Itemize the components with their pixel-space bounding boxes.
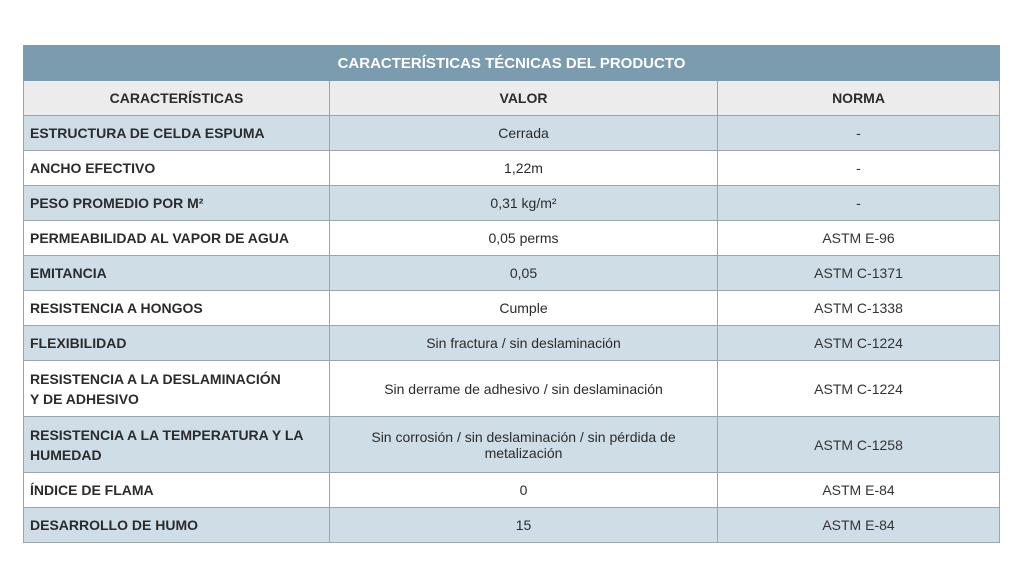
table-row xyxy=(24,186,1000,221)
row-standard: ASTM E-96 xyxy=(718,221,1000,256)
table-row xyxy=(24,221,1000,256)
table-row xyxy=(24,508,1000,543)
row-characteristic: EMITANCIA xyxy=(24,256,330,291)
column-header-norma: NORMA xyxy=(718,81,1000,116)
specs-table-container xyxy=(23,45,999,543)
row-value: 0,31 kg/m² xyxy=(330,186,718,221)
row-value: 15 xyxy=(330,508,718,543)
row-value: 0 xyxy=(330,473,718,508)
row-standard: - xyxy=(718,151,1000,186)
table-row xyxy=(24,417,1000,473)
row-standard: ASTM C-1224 xyxy=(718,361,1000,417)
row-value: 1,22m xyxy=(330,151,718,186)
row-standard: ASTM C-1371 xyxy=(718,256,1000,291)
specs-table xyxy=(23,45,1000,543)
row-standard: - xyxy=(718,186,1000,221)
row-characteristic: RESISTENCIA A LA DESLAMINACIÓN Y DE ADHESIVO xyxy=(24,361,330,417)
row-value: Cumple xyxy=(330,291,718,326)
row-standard: ASTM C-1338 xyxy=(718,291,1000,326)
table-header-row xyxy=(24,81,1000,116)
row-characteristic: FLEXIBILIDAD xyxy=(24,326,330,361)
table-title-row xyxy=(24,46,1000,81)
table-row xyxy=(24,473,1000,508)
table-title: CARACTERÍSTICAS TÉCNICAS DEL PRODUCTO xyxy=(24,46,1000,81)
row-characteristic: ÍNDICE DE FLAMA xyxy=(24,473,330,508)
row-value: 0,05 xyxy=(330,256,718,291)
table-row xyxy=(24,291,1000,326)
table-row xyxy=(24,361,1000,417)
row-value: 0,05 perms xyxy=(330,221,718,256)
row-value: Cerrada xyxy=(330,116,718,151)
row-characteristic: PERMEABILIDAD AL VAPOR DE AGUA xyxy=(24,221,330,256)
row-standard: ASTM E-84 xyxy=(718,473,1000,508)
row-value: Sin corrosión / sin deslaminación / sin pérdida de metalización xyxy=(330,417,718,473)
row-value: Sin derrame de adhesivo / sin deslaminación xyxy=(330,361,718,417)
row-characteristic: ESTRUCTURA DE CELDA ESPUMA xyxy=(24,116,330,151)
row-characteristic: ANCHO EFECTIVO xyxy=(24,151,330,186)
row-standard: ASTM E-84 xyxy=(718,508,1000,543)
row-standard: ASTM C-1224 xyxy=(718,326,1000,361)
column-header-caracteristicas: CARACTERÍSTICAS xyxy=(24,81,330,116)
column-header-valor: VALOR xyxy=(330,81,718,116)
table-row xyxy=(24,151,1000,186)
row-characteristic: RESISTENCIA A HONGOS xyxy=(24,291,330,326)
row-standard: - xyxy=(718,116,1000,151)
row-standard: ASTM C-1258 xyxy=(718,417,1000,473)
row-characteristic: DESARROLLO DE HUMO xyxy=(24,508,330,543)
table-row xyxy=(24,116,1000,151)
row-characteristic: RESISTENCIA A LA TEMPERATURA Y LA HUMEDAD xyxy=(24,417,330,473)
table-row xyxy=(24,326,1000,361)
row-value: Sin fractura / sin deslaminación xyxy=(330,326,718,361)
table-row xyxy=(24,256,1000,291)
row-characteristic: PESO PROMEDIO POR M² xyxy=(24,186,330,221)
